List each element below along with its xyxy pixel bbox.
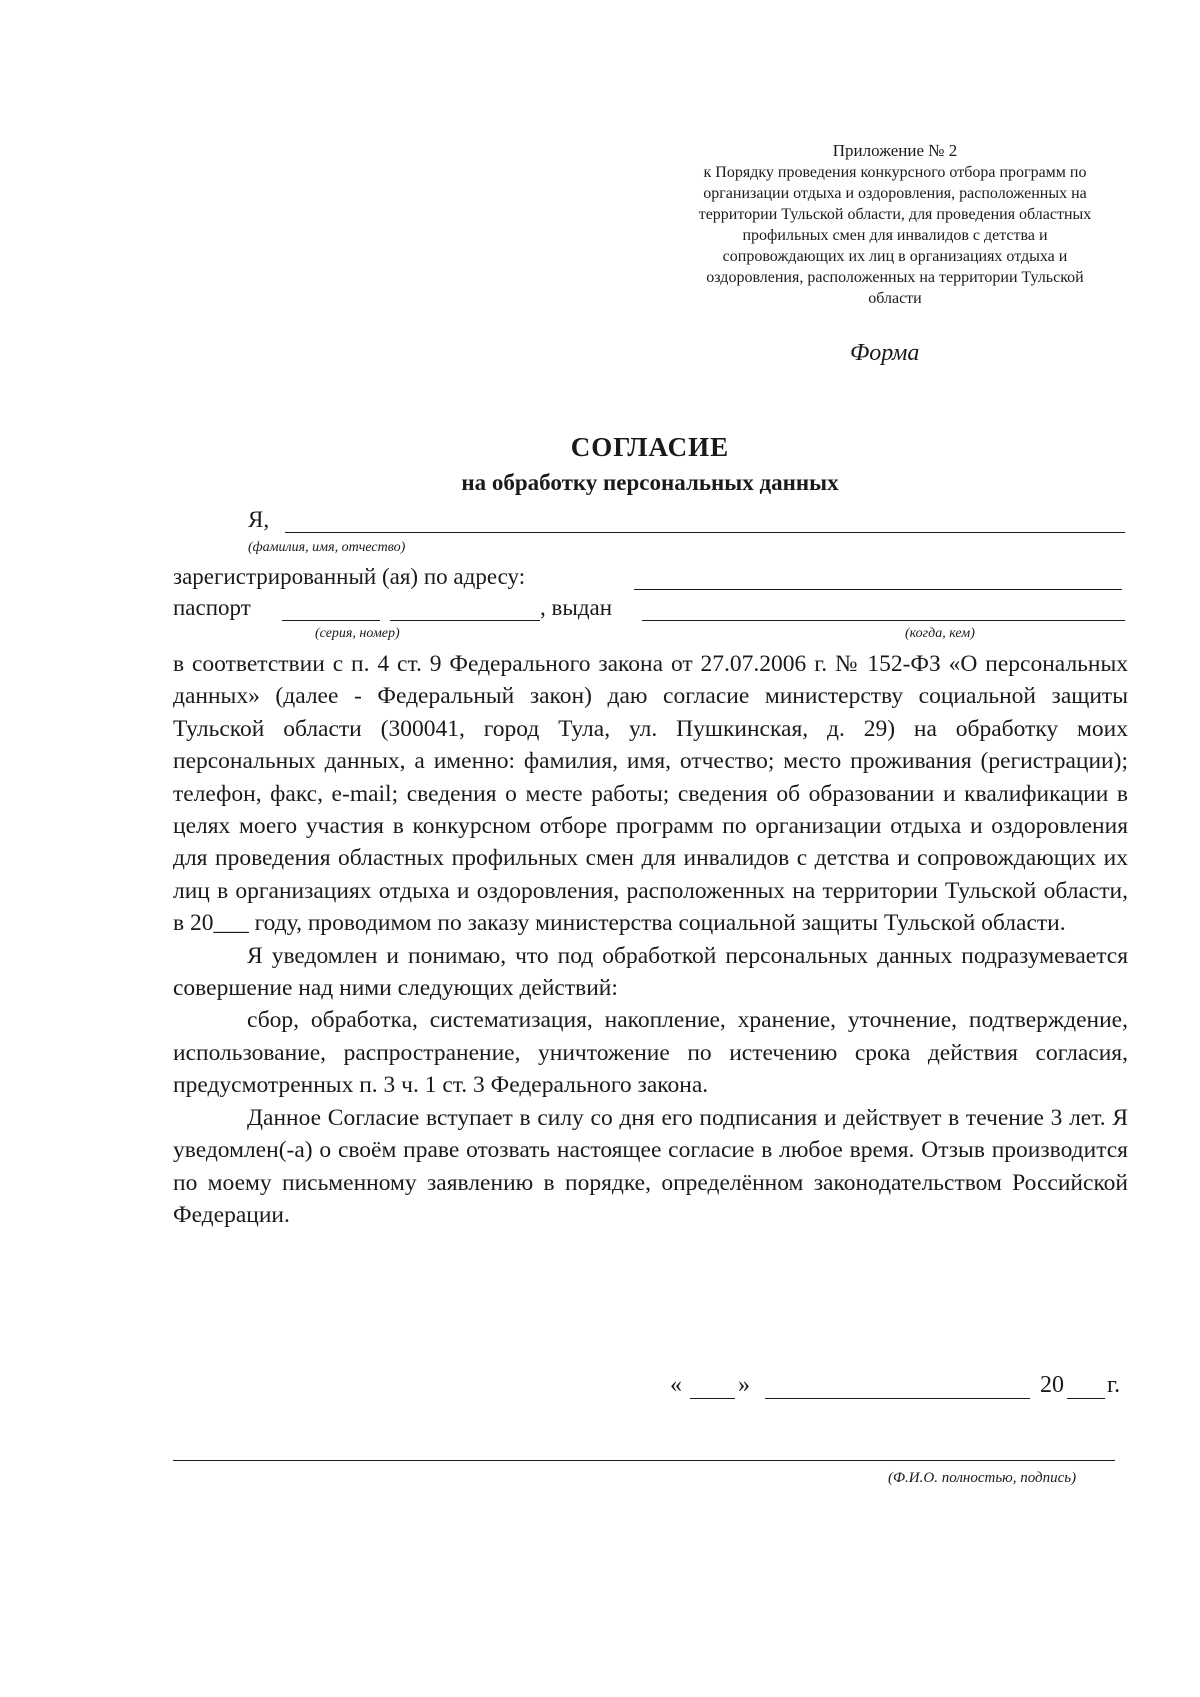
document-title: СОГЛАСИЕ (570, 432, 730, 462)
document-subtitle: на обработку персональных данных (461, 470, 839, 495)
passport-label: паспорт (173, 595, 251, 620)
address-label: зарегистрированный (ая) по адресу: (173, 564, 526, 589)
consent-paragraph: Данное Согласие вступает в силу со дня его подписания и действует в течение 3 лет. Я уведомлен(-а) о своём праве отозвать настоящее согласие в любое время. Отзыв производится по моему письменному заявлению в порядке, определённом законодательством Российской Федерации. (173, 1104, 1128, 1228)
date-quote-close: » (738, 1372, 750, 1398)
i-label: Я, (248, 507, 270, 532)
consent-paragraph: в соответствии с п. 4 ст. 9 Федерального закона от 27.07.2006 г. № 152-ФЗ «О персональных данных» (далее - Федеральный закон) даю согласие министерству социальной защиты Тульской области (300041, город Тула, ул. Пушкинская, д. 29) на обработку моих персональных данных, а именно: фамилия, имя, отчество; место проживания (регистрации); телефон, факс, e-mail; сведения о месте работы; сведения об образовании и квалификации в целях моего участия в конкурсном отборе программ по организации отдыха и оздоровления для проведения областных профильных смен для инвалидов с детства и сопровождающих их лиц в организациях отдыха и оздоровления, расположенных на территории Тульской области, в 20___ году, проводимом по заказу министерства социальной защиты Тульской области. (173, 651, 1128, 937)
form-label: Форма (850, 340, 920, 366)
address-field[interactable] (634, 589, 1122, 590)
fio-field[interactable] (285, 532, 1125, 533)
issued-label: , выдан (540, 595, 613, 620)
appendix-block (660, 140, 1130, 309)
appendix-line: территории Тульской области, для проведения областных (698, 206, 1092, 223)
appendix-line: оздоровления, расположенных на территории Тульской (706, 269, 1084, 286)
issued-field[interactable] (642, 620, 1125, 621)
date-month-field[interactable] (765, 1398, 1030, 1399)
date-year-field[interactable] (1067, 1398, 1105, 1399)
consent-paragraph: Я уведомлен и понимаю, что под обработкой персональных данных подразумевается совершение над ними следующих действий: (173, 942, 1128, 1002)
consent-paragraph: сбор, обработка, систематизация, накопление, хранение, уточнение, подтверждение, использование, распространение, уничтожение по истечению срока действия согласия, предусмотренных п. 3 ч. 1 ст. 3 Федерального закона. (173, 1007, 1128, 1099)
passport-number-field[interactable] (390, 620, 540, 621)
appendix-line: организации отдыха и оздоровления, расположенных на (703, 185, 1087, 202)
series-number-hint: (серия, номер) (315, 626, 400, 641)
passport-series-field[interactable] (282, 620, 380, 621)
date-year-suffix: г. (1107, 1372, 1121, 1398)
appendix-line: к Порядку проведения конкурсного отбора программ по (703, 164, 1087, 181)
signature-field[interactable] (173, 1460, 1115, 1461)
signature-hint: (Ф.И.О. полностью, подпись) (888, 1470, 1077, 1486)
appendix-line: области (868, 290, 922, 307)
date-day-field[interactable] (690, 1398, 735, 1399)
consent-body (173, 648, 1128, 1231)
appendix-number: Приложение № 2 (832, 141, 958, 160)
appendix-line: сопровождающих их лиц в организациях отдыха и (722, 248, 1068, 265)
date-quote-open: « (670, 1372, 682, 1398)
issued-hint: (когда, кем) (905, 626, 975, 641)
date-year-prefix: 20 (1040, 1372, 1064, 1398)
appendix-line: профильных смен для инвалидов с детства и (742, 227, 1048, 244)
fio-hint: (фамилия, имя, отчество) (248, 540, 406, 555)
